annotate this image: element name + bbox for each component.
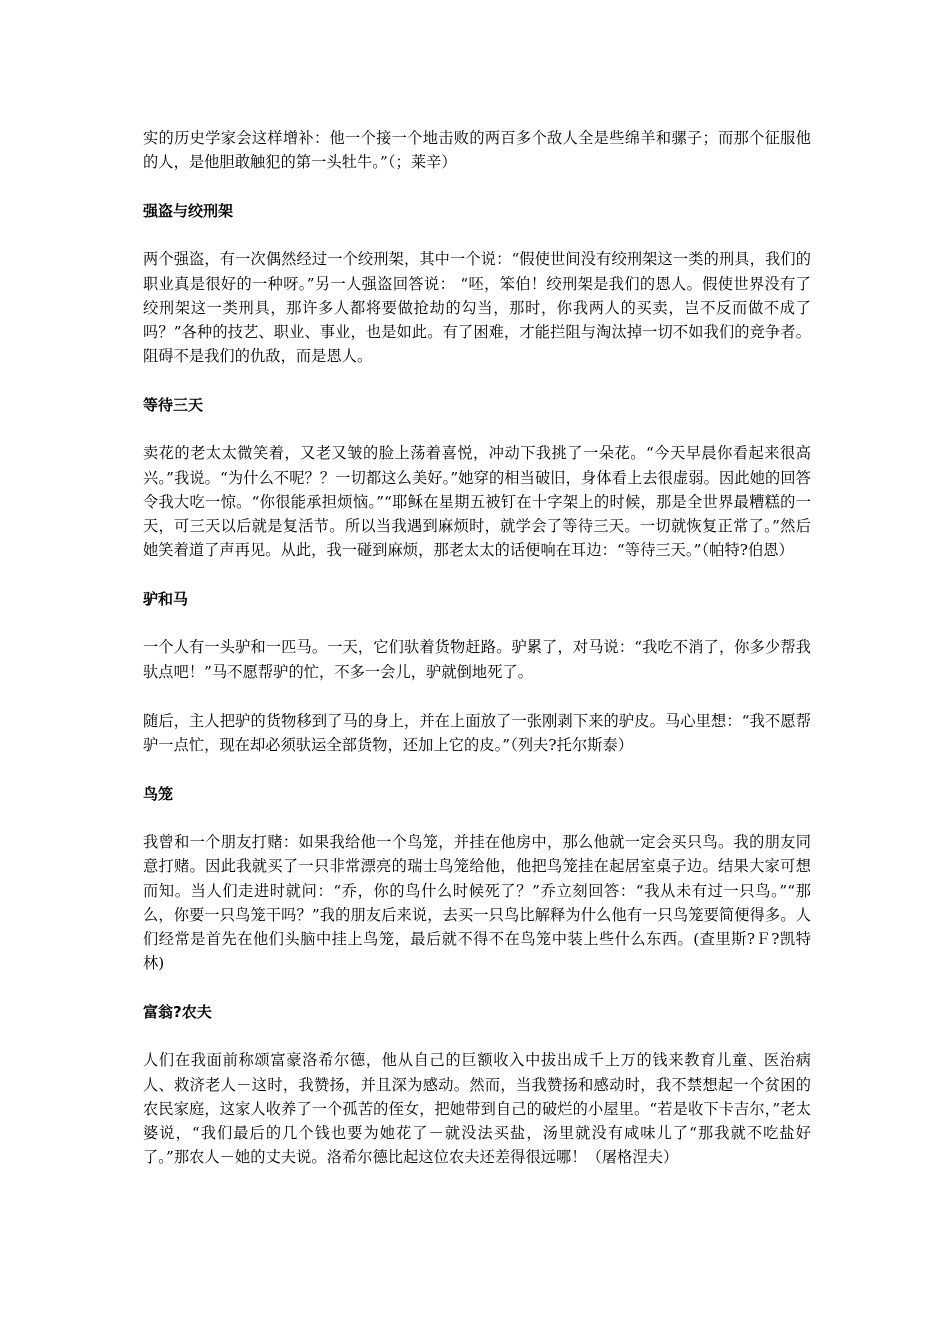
paragraph-rich-man-farmer: 人们在我面前称颂富豪洛希尔德，他从自己的巨额收入中拔出成千上万的钱来教育儿童、医治病人、救济老人－这时，我赞扬，并且深为感动。然而，当我赞扬和感动时，我不禁想起一个贫困的农民家庭，这家人收养了一个孤苦的侄女，把她带到自己的破烂的小屋里。“若是收下卡吉尔，”老太婆说，“我们最后的几个钱也要为她花了－就没法买盐，汤里就没有咸味儿了“那我就不吃盐好了。”那农人－她的丈夫说。洛希尔德比起这位农夫还差得很远哪！（屠格涅夫） [143, 1051, 811, 1167]
paragraph-birdcage: 我曾和一个朋友打赌：如果我给他一个鸟笼，并挂在他房中，那么他就一定会买只鸟。我的朋友同意打赌。因此我就买了一只非常漂亮的瑞士鸟笼给他，他把鸟笼挂在起居室桌子边。结果大家可想而知。当人们走进时就问：“乔，你的鸟什么时候死了？”乔立刻回答：“我从未有过一只鸟。”“那么，你要一只鸟笼干吗？”我的朋友后来说，去买一只鸟比解释为什么他有一只鸟笼要简便得多。人们经常是首先在他们头脑中挂上鸟笼，最后就不得不在鸟笼中装上些什么东西。(查里斯?Ｆ?凯特林) [143, 833, 811, 973]
section-heading-rich-man-farmer: 富翁?农夫 [143, 1003, 212, 1022]
paragraph-wait-three-days: 卖花的老太太微笑着，又老又皱的脸上荡着喜悦，冲动下我挑了一朵花。“今天早晨你看起来很高兴。”我说。“为什么不呢？？一切都这么美好。”她穿的相当破旧，身体看上去很虚弱。因此她的回答令我大吃一惊。“你很能承担烦恼。”“耶稣在星期五被钉在十字架上的时候，那是全世界最糟糕的一天，可三天以后就是复活节。所以当我遇到麻烦时，就学会了等待三天。一切就恢复正常了。”然后她笑着道了声再见。从此，我一碰到麻烦，那老太太的话便响在耳边：“等待三天。”（帕特?伯恩） [143, 444, 811, 560]
section-heading-wait-three-days: 等待三天 [143, 396, 204, 415]
spacer [143, 368, 811, 393]
spacer [143, 174, 811, 199]
section-heading-donkey-horse: 驴和马 [143, 590, 189, 609]
spacer [143, 1024, 811, 1048]
paragraph-lessing-ending: 实的历史学家会这样增补：他一个接一个地击败的两百多个敌人全是些绵羊和骡子；而那个征服他的人，是他胆敢触犯的第一头牡牛。”（；莱辛） [143, 129, 811, 172]
section-heading-birdcage: 鸟笼 [143, 785, 174, 804]
spacer [143, 611, 811, 635]
spacer [143, 417, 811, 441]
paragraph-donkey-horse-2: 随后，主人把驴的货物移到了马的身上，并在上面放了一张刚剥下来的驴皮。马心里想：“我不愿帮驴一点忙，现在却必须驮运全部货物，还加上它的皮。”（列夫?托尔斯泰） [143, 711, 811, 755]
document-page [143, 126, 811, 1169]
paragraph-robbers-gallows: 两个强盗，有一次偶然经过一个绞刑架，其中一个说：“假使世间没有绞刑架这一类的刑具，我们的职业真是很好的一种呀。”另一人强盗回答说： “呸，笨伯！绞刑架是我们的恩人。假使世界没有了绞刑架这一类刑具，那许多人都将要做抢劫的勾当，那时，你我两人的买卖，岂不反而做不成了吗？”各种的技艺、职业、事业，也是如此。有了困难，才能拦阻与淘汰掉一切不如我们的竞争者。阻碍不是我们的仇敌，而是恩人。 [143, 250, 811, 366]
paragraph-donkey-horse-1: 一个人有一头驴和一匹马。一天，它们驮着货物赶路。驴累了，对马说：“我吃不消了，你多少帮我驮点吧！”马不愿帮驴的忙，不多一会儿，驴就倒地死了。 [143, 638, 811, 681]
spacer [143, 684, 811, 709]
spacer [143, 806, 811, 830]
spacer [143, 223, 811, 247]
spacer [143, 975, 811, 1000]
spacer [143, 562, 811, 587]
section-heading-robbers-gallows: 强盗与绞刑架 [143, 202, 234, 221]
spacer [143, 757, 811, 782]
